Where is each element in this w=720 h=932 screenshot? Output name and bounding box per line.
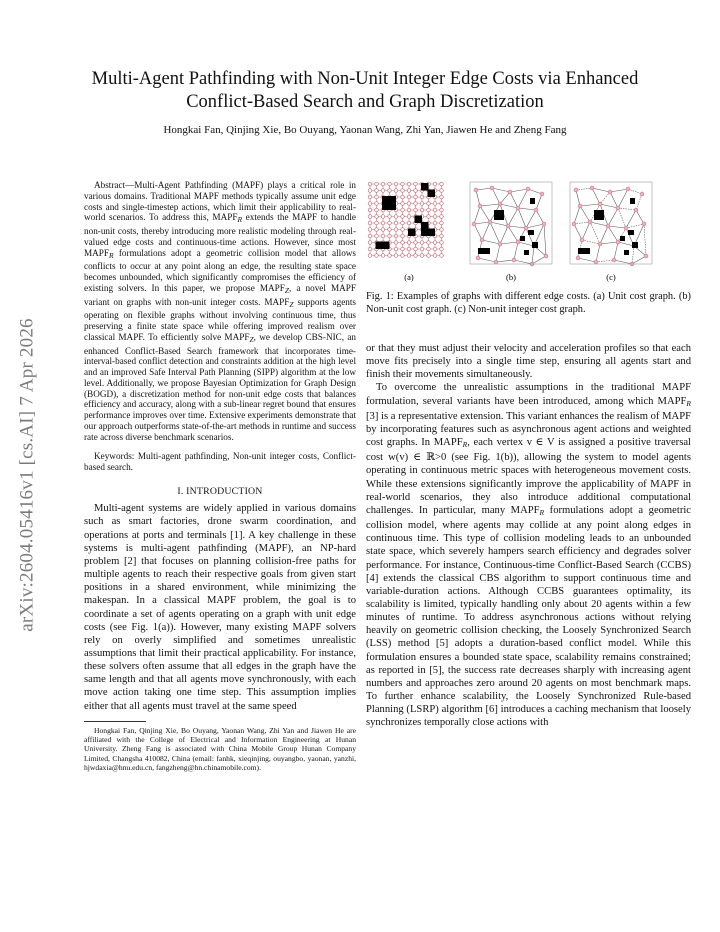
obstacle: [530, 198, 535, 204]
graph-edge: [496, 260, 514, 262]
grid-vertex: [440, 241, 444, 245]
title-line-1: Multi-Agent Pathfinding with Non-Unit Integer Edge Costs via Enhanced: [91, 69, 639, 89]
graph-vertex: [542, 222, 546, 226]
grid-vertex: [401, 228, 405, 232]
graph-vertex: [616, 240, 620, 244]
paper-title: [60, 68, 670, 114]
graph-edge: [508, 226, 518, 242]
graph-edge: [618, 208, 626, 228]
obstacle: [376, 242, 390, 250]
graph-edge: [480, 206, 490, 222]
graph-vertex: [580, 238, 584, 242]
grid-vertex: [401, 241, 405, 245]
grid-vertex: [388, 228, 392, 232]
obstacle: [578, 248, 590, 254]
variants-paragraph: To overcome the unrealistic assumptions in the traditional MAPF formulation, several variants have been introduced, among which $MAPF_R$ [3] is a representative extension. This variant enhances the realism of MAPF by incorporating features such as asynchronous agent actions and weighted cost graphs. In $MAPF_R$, each vertex v ∈ V is assigned a positive traversal cost w(v) ∈ ℝ>0 (see Fig. 1(b)), allowing the system to model agents operating in continuous metric spaces with heterogeneous movement costs. While these extensions significantly improve the applicability of MAPF in real-world scenarios, they also introduce additional computational challenges. In particular, many $MAPF_R$ formulations adopt a geometric collision model, where agents may collide at any point along edges in continuous time. This type of collision modeling leads to an unbounded state space, which severely hampers search efficiency and degrades solver performance. For instance, Continuous-time Conflict-Based Search (CCBS) [4] extends the classical CBS algorithm to support continuous time and variable-duration actions. Although CCBS guarantees optimality, its scalability is limited, typically handling only about 20 agents within a few minutes of runtime. To address asynchronous actions without relying heavily on geometric collision checking, the Loosely Synchronized Search (LSS) method [5] adopts a duration-based conflict model. While this formulation ensures a bounded state space, scalability remains constrained; as reported in [5], the success rate decreases sharply with increasing agent numbers and approaches zero around 20 agents on most benchmark maps. To further enhance scalability, the Loosely Synchronized Rule-based Planning (LSRP) algorithm [6] introduces a caching mechanism that loosely synchronizes temporally close actions with: [366, 382, 691, 729]
grid-vertex: [433, 247, 437, 251]
grid-vertex: [414, 254, 418, 258]
grid-vertex: [440, 202, 444, 206]
graph-edge: [596, 260, 614, 262]
graph-edge: [618, 208, 636, 210]
grid-vertex: [401, 221, 405, 225]
grid-vertex: [375, 215, 379, 219]
continuation-paragraph: or that they must adjust their velocity and acceleration profiles so that each move fits precisely into a single time step, ensuring all agents start and finish their movements simultaneously.: [366, 343, 691, 381]
grid-vertex: [368, 241, 372, 245]
grid-vertex: [440, 195, 444, 199]
graph-edge: [582, 240, 600, 244]
graph-edge: [544, 224, 546, 256]
graph-vertex: [588, 220, 592, 224]
graph-edge: [474, 206, 480, 224]
graph-edge: [482, 240, 500, 244]
section-heading-introduction: I. INTRODUCTION: [177, 486, 263, 498]
graph-vertex: [524, 226, 528, 230]
grid-vertex: [394, 241, 398, 245]
grid-vertex: [388, 189, 392, 193]
non-unit-integer-cost-graph-panel: [570, 182, 652, 266]
grid-vertex: [407, 221, 411, 225]
grid-vertex: [407, 182, 411, 186]
grid-vertex: [440, 221, 444, 225]
graph-vertex: [472, 222, 476, 226]
grid-vertex: [368, 228, 372, 232]
obstacle: [630, 198, 635, 204]
grid-vertex: [440, 247, 444, 251]
graph-vertex: [598, 202, 602, 206]
obstacle: [415, 216, 423, 224]
graph-edge: [618, 189, 628, 208]
grid-vertex: [414, 202, 418, 206]
graph-edge: [600, 192, 610, 204]
grid-vertex: [433, 254, 437, 258]
graph-edge: [496, 244, 500, 262]
obstacle: [528, 230, 534, 235]
graph-edge: [482, 222, 490, 240]
graph-edge: [580, 206, 590, 222]
obstacle: [408, 229, 416, 237]
arxiv-identifier-text: arXiv:2604.05416v1 [cs.AI] 7 Apr 2026: [17, 318, 38, 632]
grid-vertex: [401, 234, 405, 238]
graph-edge: [600, 204, 618, 208]
grid-vertex: [388, 234, 392, 238]
graph-vertex: [574, 188, 578, 192]
graph-edge: [508, 226, 526, 228]
grid-vertex: [407, 241, 411, 245]
grid-vertex: [368, 247, 372, 251]
right-column: [366, 180, 691, 730]
graph-vertex: [506, 224, 510, 228]
graph-vertex: [516, 206, 520, 210]
grid-vertex: [388, 182, 392, 186]
graph-vertex: [498, 242, 502, 246]
grid-vertex: [407, 189, 411, 193]
grid-vertex: [401, 182, 405, 186]
graph-edge: [510, 189, 528, 192]
graph-edge: [500, 192, 510, 204]
grid-vertex: [401, 202, 405, 206]
panel-c-label: (c): [606, 272, 616, 282]
graph-vertex: [516, 240, 520, 244]
panel-a-label: (a): [404, 272, 414, 282]
graph-vertex: [626, 187, 630, 191]
graph-edge: [532, 256, 546, 264]
grid-vertex: [407, 195, 411, 199]
grid-vertex: [440, 254, 444, 258]
graph-edge: [490, 222, 500, 244]
graph-edge: [610, 192, 618, 208]
grid-vertex: [407, 202, 411, 206]
graph-edge: [500, 204, 518, 208]
graph-edge: [514, 260, 532, 264]
arxiv-identifier[interactable]: [8, 240, 48, 710]
grid-vertex: [440, 208, 444, 212]
graph-edge: [626, 210, 636, 228]
graph-edge: [610, 189, 628, 192]
graph-edge: [500, 242, 518, 244]
graph-edge: [510, 192, 518, 208]
grid-vertex: [420, 202, 424, 206]
grid-vertex: [407, 247, 411, 251]
grid-vertex: [433, 221, 437, 225]
grid-vertex: [440, 189, 444, 193]
graph-edge: [590, 222, 608, 226]
grid-vertex: [401, 195, 405, 199]
grid-vertex: [433, 215, 437, 219]
graph-vertex: [606, 224, 610, 228]
graph-vertex: [640, 192, 644, 196]
graph-vertex: [642, 222, 646, 226]
grid-vertex: [414, 241, 418, 245]
graph-edge: [490, 222, 508, 226]
graph-edge: [474, 222, 490, 224]
graph-edge: [574, 206, 580, 224]
obstacle: [628, 230, 634, 235]
graph-edge: [492, 188, 510, 192]
grid-vertex: [427, 215, 431, 219]
obstacle: [520, 236, 525, 241]
grid-vertex: [375, 221, 379, 225]
grid-vertex: [368, 182, 372, 186]
graph-vertex: [508, 190, 512, 194]
graph-edge: [536, 210, 544, 224]
grid-vertex: [414, 189, 418, 193]
graph-edge: [614, 242, 618, 260]
figure-1: [366, 180, 691, 284]
graph-edge: [596, 244, 600, 262]
graph-vertex: [498, 202, 502, 206]
grid-vertex: [381, 228, 385, 232]
grid-vertex: [427, 241, 431, 245]
grid-vertex: [440, 182, 444, 186]
graph-edge: [618, 242, 634, 246]
grid-vertex: [420, 247, 424, 251]
grid-vertex: [427, 254, 431, 258]
graph-edge: [608, 208, 618, 226]
graph-edge: [608, 226, 626, 228]
grid-vertex: [440, 234, 444, 238]
grid-vertex: [414, 195, 418, 199]
graph-edge: [518, 242, 534, 246]
grid-vertex: [394, 254, 398, 258]
graph-edge: [528, 189, 542, 194]
graph-vertex: [526, 187, 530, 191]
graph-edge: [518, 208, 526, 228]
graph-edge: [476, 188, 492, 190]
graph-edge: [476, 190, 480, 206]
obstacle: [532, 242, 538, 248]
graph-vertex: [578, 204, 582, 208]
grid-vertex: [381, 189, 385, 193]
grid-vertex: [381, 182, 385, 186]
grid-vertex: [381, 254, 385, 258]
grid-vertex: [375, 189, 379, 193]
grid-vertex: [433, 208, 437, 212]
graph-edge: [478, 258, 496, 262]
graph-edge: [580, 204, 600, 206]
grid-vertex: [414, 182, 418, 186]
grid-vertex: [414, 247, 418, 251]
graph-vertex: [608, 190, 612, 194]
grid-vertex: [375, 254, 379, 258]
graph-edge: [582, 222, 590, 240]
graph-vertex: [476, 256, 480, 260]
obstacle: [620, 236, 625, 241]
graph-edge: [632, 246, 634, 264]
graph-edge: [628, 189, 642, 194]
grid-vertex: [375, 234, 379, 238]
graph-edge: [614, 260, 632, 264]
graph-edge: [518, 189, 528, 208]
graph-edge: [592, 188, 610, 192]
grid-vertex: [368, 208, 372, 212]
grid-vertex: [375, 208, 379, 212]
grid-vertex: [401, 208, 405, 212]
grid-vertex: [433, 241, 437, 245]
left-column: [84, 180, 356, 772]
grid-vertex: [368, 254, 372, 258]
graph-edge: [500, 226, 508, 244]
grid-vertex: [394, 182, 398, 186]
grid-vertex: [407, 215, 411, 219]
graph-vertex: [598, 242, 602, 246]
graph-edge: [514, 242, 518, 260]
graph-edge: [526, 210, 536, 228]
abstract: Abstract—Multi-Agent Pathfinding (MAPF) plays a critical role in various domains. Traditional MAPF methods typically assume unit edge costs and single-timestep actions, which limit their applicability to real-world scenarios. To address this, $MAPF_R$ extends the MAPF to handle non-unit costs, thereby introducing more realistic modeling through real-valued edge costs and continuous-time actions. However, since most $MAPF_R$ formulations adopt a geometric collision model that allows conflicts to occur at any point along an edge, the resulting state space becomes unbounded, which significantly compromises the efficiency of existing solvers. In this paper, we propose $MAPF_Z$, a novel MAPF variant on graphs with non-unit integer costs. $MAPF_Z$ supports agents operating on flexible graphs without involving continuous time, thus preserving a finite state space while offering improved realism over classical MAPF. To efficiently solve $MAPF_Z$, we develop CBS-NIC, an enhanced Conflict-Based Search framework that incorporates time-interval-based conflict detection and constraints addition at the high level and an improved Safe Interval Path Planning (SIPP) algorithm at the low level. Additionally, we propose Bayesian Optimization for Graph Design (BOGD), a discretization method for non-unit edge costs that balances efficiency and accuracy, along with a sub-linear regret bound that ensures performance improves over time. Extensive experiments demonstrate that our approach outperforms state-of-the-art methods in runtime and success rate across diverse benchmark scenarios.: [84, 180, 357, 442]
obstacle: [624, 250, 629, 255]
graph-edge: [574, 224, 582, 240]
grid-vertex: [375, 182, 379, 186]
grid-vertex: [394, 247, 398, 251]
grid-vertex: [394, 221, 398, 225]
grid-vertex: [375, 195, 379, 199]
grid-vertex: [420, 195, 424, 199]
graph-vertex: [644, 254, 648, 258]
grid-vertex: [381, 221, 385, 225]
graph-vertex: [488, 220, 492, 224]
panel-b-label: (b): [506, 272, 516, 282]
grid-vertex: [375, 228, 379, 232]
graph-vertex: [540, 192, 544, 196]
grid-vertex: [401, 189, 405, 193]
obstacle: [524, 250, 529, 255]
graph-edge: [636, 210, 644, 224]
grid-vertex: [401, 215, 405, 219]
obstacle: [382, 196, 396, 210]
graph-edge: [644, 224, 646, 256]
graph-edge: [626, 224, 644, 228]
grid-vertex: [427, 247, 431, 251]
grid-vertex: [440, 228, 444, 232]
graph-edge: [492, 188, 500, 204]
obstacle: [421, 183, 429, 191]
graph-edge: [578, 258, 596, 262]
non-unit-cost-graph-panel: [470, 182, 552, 266]
obstacle: [428, 229, 436, 237]
graph-vertex: [594, 260, 598, 264]
grid-vertex: [407, 254, 411, 258]
graph-vertex: [624, 226, 628, 230]
graph-examples-figure: [366, 180, 691, 284]
graph-edge: [574, 222, 590, 224]
graph-edge: [532, 246, 534, 264]
graph-vertex: [512, 258, 516, 262]
grid-vertex: [368, 195, 372, 199]
graph-edge: [636, 194, 642, 210]
graph-vertex: [474, 188, 478, 192]
graph-vertex: [590, 186, 594, 190]
graph-vertex: [616, 206, 620, 210]
graph-vertex: [634, 208, 638, 212]
grid-vertex: [401, 247, 405, 251]
graph-vertex: [478, 204, 482, 208]
graph-edge: [600, 226, 608, 244]
figure-1-caption: Fig. 1: Examples of graphs with different edge costs. (a) Unit cost graph. (b) Non-unit cost graph. (c) Non-unit integer cost graph.: [366, 291, 691, 315]
graph-vertex: [544, 254, 548, 258]
graph-edge: [608, 226, 618, 242]
graph-edge: [518, 208, 536, 210]
grid-vertex: [427, 202, 431, 206]
grid-vertex: [368, 215, 372, 219]
graph-edge: [576, 190, 580, 206]
keywords: Keywords: Multi-agent pathfinding, Non-unit integer costs, Conflict-based search.: [84, 451, 356, 473]
grid-vertex: [433, 202, 437, 206]
graph-vertex: [572, 222, 576, 226]
graph-vertex: [576, 256, 580, 260]
grid-vertex: [394, 189, 398, 193]
grid-vertex: [368, 221, 372, 225]
grid-vertex: [414, 208, 418, 212]
grid-vertex: [440, 215, 444, 219]
title-line-2: Conflict-Based Search and Graph Discretization: [186, 92, 544, 112]
grid-vertex: [368, 202, 372, 206]
grid-vertex: [381, 234, 385, 238]
unit-cost-graph-panel: [368, 182, 443, 257]
graph-vertex: [612, 258, 616, 262]
grid-vertex: [394, 234, 398, 238]
intro-paragraph: Multi-agent systems are widely applied in various domains such as smart factories, drone swarm coordination, and operations at ports and terminals [1]. A key challenge in these systems is multi-agent pathfinding (MAPF), an NP-hard problem [2] that focuses on planning collision-free paths for multiple agents to reach their respective goals from given start positions in a shared environment, while minimizing the makespan. In a classical MAPF problem, the goal is to coordinate a set of agents operating on a graph with unit edge costs (see Fig. 1(a)). However, many existing MAPF solvers rely on overly simplified and sometimes unrealistic assumptions that limit their practical applicability. For instance, these solvers often assume that all edges in the graph have the same length and that all agents move synchronously, with each move action taking one time step. This assumption implies either that all agents must travel at the same speed: [84, 503, 356, 712]
graph-edge: [474, 224, 482, 240]
grid-vertex: [375, 202, 379, 206]
graph-vertex: [490, 186, 494, 190]
grid-vertex: [407, 208, 411, 212]
graph-edge: [526, 224, 544, 228]
graph-edge: [632, 256, 646, 264]
grid-vertex: [420, 241, 424, 245]
graph-vertex: [534, 208, 538, 212]
grid-vertex: [388, 254, 392, 258]
grid-vertex: [368, 189, 372, 193]
graph-edge: [590, 222, 600, 244]
right-column-text: [366, 342, 691, 730]
grid-vertex: [388, 221, 392, 225]
grid-vertex: [427, 208, 431, 212]
graph-vertex: [480, 238, 484, 242]
obstacle: [478, 248, 490, 254]
grid-vertex: [381, 215, 385, 219]
graph-edge: [592, 188, 600, 204]
graph-vertex: [494, 260, 498, 264]
graph-edge: [576, 188, 592, 190]
obstacle: [494, 210, 504, 220]
graph-edge: [536, 194, 542, 210]
footnote-divider: [84, 721, 146, 722]
graph-edge: [600, 242, 618, 244]
author-list: Hongkai Fan, Qinjing Xie, Bo Ouyang, Yaonan Wang, Zhi Yan, Jiawen He and Zheng Fang: [163, 124, 567, 136]
graph-edge: [508, 208, 518, 226]
grid-vertex: [401, 254, 405, 258]
grid-vertex: [394, 228, 398, 232]
graph-edge: [480, 204, 500, 206]
grid-vertex: [420, 208, 424, 212]
grid-vertex: [394, 215, 398, 219]
obstacle: [632, 242, 638, 248]
grid-vertex: [368, 234, 372, 238]
grid-vertex: [433, 182, 437, 186]
obstacle: [594, 210, 604, 220]
obstacle: [421, 222, 429, 236]
grid-vertex: [420, 254, 424, 258]
author-affiliation-footnote: Hongkai Fan, Qinjing Xie, Bo Ouyang, Yaonan Wang, Zhi Yan and Jiawen He are affiliated with the College of Electrical and Information Engineering at Hunan University. Zheng Fang is associated with China Mobile Group Hunan Company Limited, Changsha 410082, China (email: fanhk, xieqinjing, ouyangbo, yaonan, yanzhi, hjwdaxia@hnu.edu.cn, fangzheng@hn.chinamobile.com).: [84, 725, 356, 772]
grid-vertex: [388, 215, 392, 219]
obstacle: [428, 190, 436, 198]
